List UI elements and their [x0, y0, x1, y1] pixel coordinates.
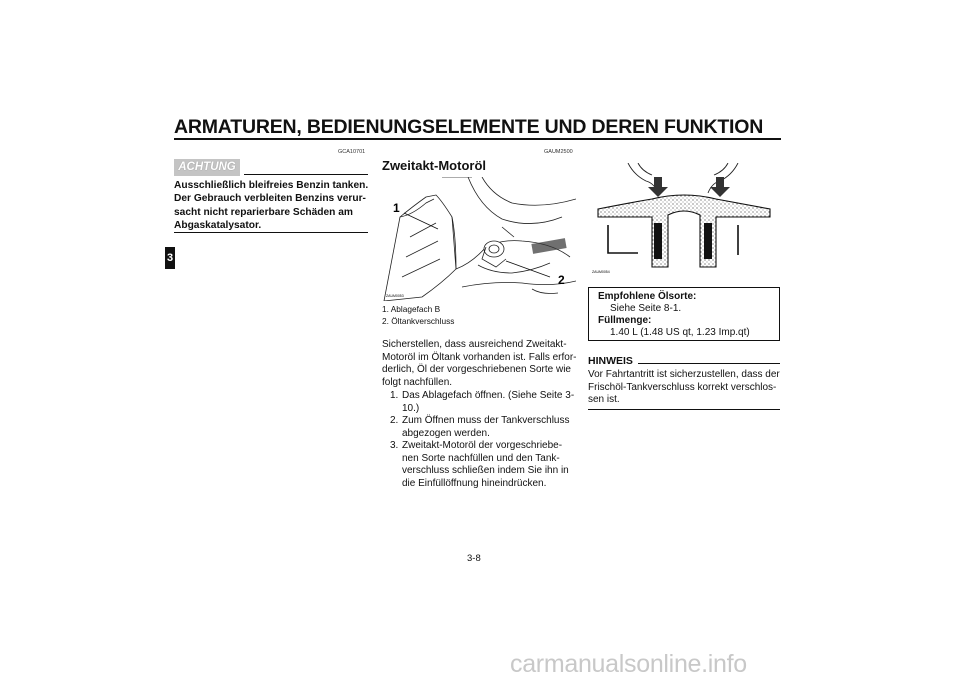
watermark: carmanualsonline.info [510, 650, 747, 678]
step-list [382, 390, 578, 490]
note-text: Vor Fahrtantritt ist sicherzustellen, dass der Frischöl-Tankverschluss korrekt verschlos-sen ist. [588, 369, 780, 405]
chapter-tab: 3 [165, 247, 175, 269]
callout-2: 2 [558, 273, 565, 287]
note-rule-bottom [588, 409, 780, 410]
caution-rule-bottom [174, 232, 368, 233]
page-title: ARMATUREN, BEDIENUNGSELEMENTE UND DEREN FUNKTION [174, 116, 764, 138]
caution-code: GCA10701 [338, 149, 366, 155]
quantity-value: 1.40 L (1.48 US qt, 1.23 Imp.qt) [610, 327, 750, 338]
step-item: 2. Zum Öffnen muss der Tankverschluss abgezogen werden. [390, 415, 570, 439]
oil-type-value: Siehe Seite 8-1. [610, 303, 682, 314]
callout-1: 1 [393, 201, 400, 215]
note-heading: HINWEIS [588, 355, 633, 367]
quantity-label: Füllmenge: [598, 315, 652, 326]
step-item: 1. Das Ablagefach öffnen. (Siehe Seite 3-10.) [390, 390, 575, 414]
cap-press-illustration [588, 163, 780, 279]
spec-box [588, 287, 780, 341]
caution-badge: ACHTUNG [174, 159, 240, 176]
figure1-code: ZAUM0053 [386, 294, 404, 298]
caution-text: Ausschließlich bleifreies Benzin tanken. Der Gebrauch verbleiten Benzins verur-sacht nicht reparierbare Schäden am Abgaskatalysator. [174, 180, 369, 232]
figure2-code: ZAUM0054 [592, 270, 610, 274]
step-item: 3. Zweitakt-Motoröl der vorgeschriebe-nen Sorte nachfüllen und den Tank-verschluss schließen indem Sie ihn in die Einfüllöffnung hineindrücken. [390, 440, 569, 489]
caution-rule-top [244, 174, 368, 175]
note-rule-top [638, 363, 780, 364]
title-rule [174, 138, 781, 140]
oil-type-label: Empfohlene Ölsorte: [598, 291, 697, 302]
caption-item: 1. Ablagefach B [382, 304, 441, 314]
caption-item: 2. Öltankverschluss [382, 315, 455, 326]
page-number: 3-8 [467, 553, 481, 564]
section-heading: Zweitakt-Motoröl [382, 158, 486, 173]
intro-paragraph: Sicherstellen, dass ausreichend Zweitakt-Motoröl im Öltank vorhanden ist. Falls erfor-derlich, Öl der vorgeschriebenen Sorte wie folgt nachfüllen. [382, 339, 577, 388]
oil-tank-illustration [382, 177, 576, 301]
figure1-captions [382, 304, 454, 327]
section-code: GAUM2500 [544, 149, 573, 155]
